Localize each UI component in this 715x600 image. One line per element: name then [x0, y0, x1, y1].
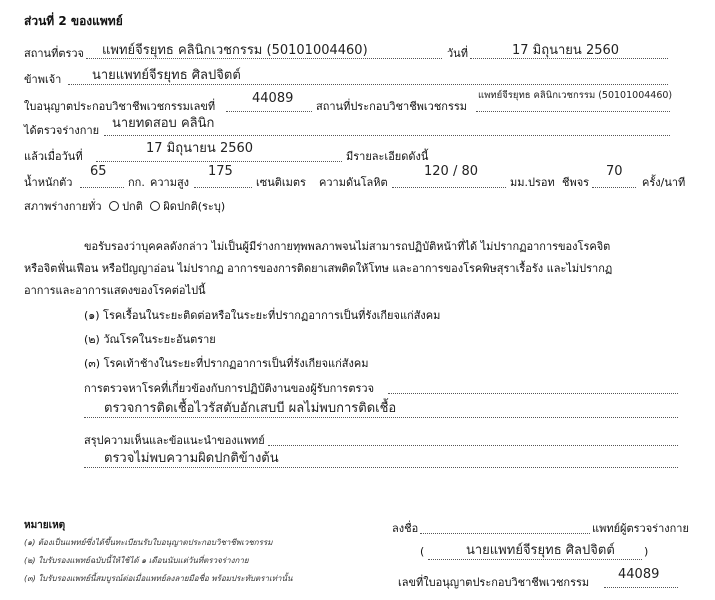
when-line — [96, 161, 342, 162]
when-label: แล้วเมื่อวันที่ — [24, 150, 83, 163]
notes-title: หมายเหตุ — [24, 520, 66, 531]
weight-unit: กก. — [128, 176, 145, 189]
bp-line — [392, 187, 506, 188]
bp-unit: มม.ปรอท — [510, 176, 555, 189]
license-value[interactable]: 44089 — [252, 91, 294, 106]
disease-item-1: (๑) โรคเรื้อนในระยะติดต่อหรือในระยะที่ปรากฏอาการเป็นที่รังเกียจแก่สังคม — [84, 309, 441, 322]
note-item-1: (๑) ต้องเป็นแพทย์ซึ่งได้ขึ้นทะเบียนรับใบอนุญาตประกอบวิชาชีพเวชกรรม — [24, 538, 273, 547]
weight-label: น้ำหนักตัว — [24, 176, 73, 189]
exam-date-value[interactable]: 17 มิถุนายน 2560 — [512, 43, 620, 58]
general-label — [24, 197, 225, 215]
bp-value[interactable]: 120 / 80 — [424, 164, 478, 179]
patient-line — [104, 135, 670, 136]
radio-normal[interactable] — [109, 201, 119, 211]
note-item-2: (๒) ใบรับรองแพทย์ฉบับนี้ให้ใช้ได้ ๑ เดือนนับแต่วันที่ตรวจร่างกาย — [24, 556, 249, 565]
note-item-3: (๓) ใบรับรองแพทย์นี้สมบูรณ์ต่อเมื่อแพทย์ลงลายมือชื่อ พร้อมประทับตราเท่านั้น — [24, 574, 293, 583]
sign-line — [420, 533, 590, 534]
radio-abnormal[interactable] — [150, 201, 160, 211]
summary-label: สรุปความเห็นและข้อแนะนำของแพทย์ — [84, 434, 265, 447]
summary-line-1 — [268, 445, 678, 446]
doctor-name-value[interactable]: นายแพทย์จีรยุทธ ศิลปจิตต์ — [92, 68, 241, 83]
when-value[interactable]: 17 มิถุนายน 2560 — [146, 141, 254, 156]
disease-item-2: (๒) วัณโรคในระยะอันตราย — [84, 333, 216, 346]
pulse-value[interactable]: 70 — [606, 164, 623, 179]
exam-place-value[interactable]: แพทย์จีรยุทธ คลินิกเวชกรรม (50101004460) — [102, 43, 368, 58]
general-label-text: สภาพร่างกายทั่ว — [24, 200, 102, 213]
exam-place-label: สถานที่ตรวจ — [24, 47, 84, 60]
patient-value[interactable]: นายทดสอบ คลินิก — [112, 116, 215, 131]
weight-line — [80, 187, 124, 188]
when-suffix: มีรายละเอียดดังนี้ — [346, 150, 429, 163]
signer-name-value[interactable]: นายแพทย์จีรยุทธ ศิลปจิตต์ — [466, 543, 615, 558]
exam-date-label: วันที่ — [447, 47, 468, 60]
other-exam-line-1 — [388, 393, 678, 394]
pulse-line — [592, 187, 636, 188]
practice-place-label: สถานที่ประกอบวิชาชีพเวชกรรม — [316, 100, 468, 113]
weight-value[interactable]: 65 — [90, 164, 107, 179]
certify-line-1: ขอรับรองว่าบุคคลดังกล่าว ไม่เป็นผู้มีร่างกายทุพพลภาพจนไม่สามารถปฏิบัติหน้าที่ได้ ไม่ปรากฏอาการของโรคจิต — [84, 240, 611, 253]
sign-license-line — [604, 587, 678, 588]
summary-value[interactable]: ตรวจไม่พบความผิดปกติข้างต้น — [104, 451, 279, 466]
practice-place-line — [476, 111, 670, 112]
radio-abnormal-label: ผิดปกติ(ระบุ) — [163, 200, 226, 213]
practice-place-value[interactable]: แพทย์จีรยุทธ คลินิกเวชกรรม (50101004460) — [478, 90, 673, 101]
other-exam-value[interactable]: ตรวจการติดเชื้อไวรัสตับอักเสบบี ผลไม่พบการติดเชื้อ — [104, 401, 397, 416]
license-line — [226, 111, 312, 112]
radio-normal-label: ปกติ — [122, 200, 143, 213]
paren-open: ( — [420, 545, 425, 558]
sign-label: ลงชื่อ — [392, 522, 419, 535]
height-label: ความสูง — [150, 176, 190, 189]
sign-license-value[interactable]: 44089 — [618, 567, 660, 582]
sign-suffix: แพทย์ผู้ตรวจร่างกาย — [592, 522, 689, 535]
disease-item-3: (๓) โรคเท้าช้างในระยะที่ปรากฏอาการเป็นที่รังเกียจแก่สังคม — [84, 357, 369, 370]
section-title: ส่วนที่ 2 ของแพทย์ — [24, 14, 123, 28]
patient-label: ได้ตรวจร่างกาย — [24, 124, 100, 137]
sign-license-label: เลขที่ใบอนุญาตประกอบวิชาชีพเวชกรรม — [398, 576, 590, 589]
pulse-unit: ครั้ง/นาที — [642, 176, 686, 189]
bp-label: ความดันโลหิต — [319, 176, 388, 189]
doctor-label: ข้าพเจ้า — [24, 73, 62, 86]
height-value[interactable]: 175 — [208, 164, 233, 179]
other-exam-label: การตรวจหาโรคที่เกี่ยวข้องกับการปฏิบัติงานของผู้รับการตรวจ — [84, 382, 375, 395]
certify-line-2: หรือจิตฟั่นเฟือน หรือปัญญาอ่อน ไม่ปรากฏ อาการของการติดยาเสพติดให้โทษ และอาการของโรคพิษสุราเรื้อรัง และไม่ปรากฏ — [24, 262, 613, 275]
certify-line-3: อาการและอาการแสดงของโรคต่อไปนี้ — [24, 284, 206, 297]
pulse-label: ชีพจร — [562, 176, 590, 189]
height-unit: เซนติเมตร — [256, 176, 306, 189]
paren-close: ) — [644, 545, 649, 558]
height-line — [194, 187, 252, 188]
license-label: ใบอนุญาตประกอบวิชาชีพเวชกรรมเลขที่ — [24, 100, 216, 113]
